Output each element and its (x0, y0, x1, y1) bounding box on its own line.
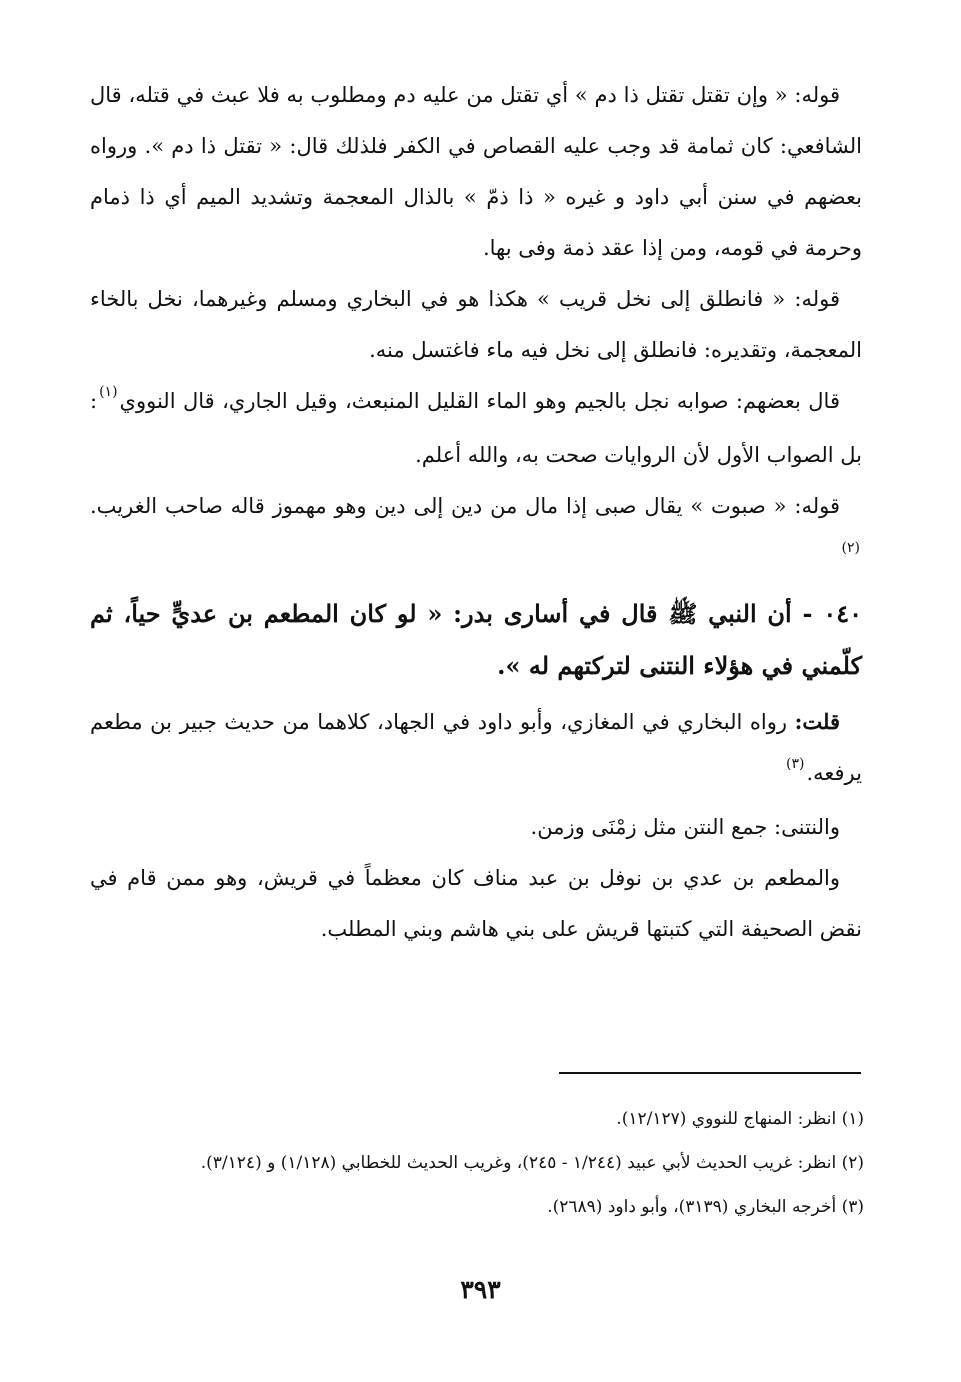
footnote-1: (١) انظر: المنهاج للنووي (١٢/١٢٧). (616, 1109, 864, 1129)
paragraph-thumama: قوله: « وإن تقتل تقتل ذا دم » أي تقتل من عليه دم ومطلوب به فلا عبث في قتله، قال الشافعي: كان ثمامة قد وجب عليه القصاص في الكفر فلذلك قال: « تقتل ذا دم ». ورواه بعضهم في سنن أبي داود و غيره « ذا ذمّ » بالذال المعجمة وتشديد الميم أي ذا ذمام وحرمة في قومه، ومن إذا عقد ذمة وفى بها. (90, 83, 862, 260)
page-number: ٣٩٣ (460, 1275, 501, 1304)
footnote-ref-2[interactable]: (٢) (841, 540, 860, 556)
main-text (90, 70, 862, 955)
hadith-heading: ٠٤٠ - أن النبي ﷺ قال في أسارى بدر: « لو كان المطعم بن عديٍّ حياً، ثم كلّمني في هؤلاء النتنى لتركتهم له ». (90, 599, 862, 680)
paragraph-sabawt-text: قوله: « صبوت » يقال صبى إذا مال من دين إلى دين وهو مهموز قاله صاحب الغريب. (90, 494, 840, 518)
footnote-divider (559, 1072, 861, 1074)
footnote-ref-3[interactable]: (٣) (785, 756, 805, 772)
footnote-2: (٢) انظر: غريب الحديث لأبي عبيد (١/٢٤٤ - ٢٤٥)، وغريب الحديث للخطابي (١/١٢٨) و (٣/١٢٤). (200, 1153, 864, 1173)
paragraph-nawawi-text: قال بعضهم: صوابه نجل بالجيم وهو الماء القليل المنبعث، وقيل الجاري، قال النووي (119, 389, 840, 413)
paragraph-nakhl: قوله: « فانطلق إلى نخل قريب » هكذا هو في البخاري ومسلم وغيرهما، نخل بالخاء المعجمة، وتقديره: فانطلق إلى نخل فيه ماء فاغتسل منه. (90, 287, 862, 362)
footnote-3: (٣) أخرجه البخاري (٣١٣٩)، وأبو داود (٢٦٨٩). (547, 1197, 864, 1217)
paragraph-sabawt (90, 481, 862, 586)
footnote-ref-1[interactable]: (١) (99, 384, 118, 400)
footnotes (92, 1100, 864, 1232)
paragraph-nawawi-tail: : بل الصواب الأول لأن الروايات صحت به، والله أعلم. (90, 389, 862, 467)
paragraph-mutim: والمطعم بن عدي بن نوفل بن عبد مناف كان معظماً في قريش، وهو ممن قام في نقض الصحيفة التي كتبتها قريش على بني هاشم وبني المطلب. (90, 866, 862, 941)
paragraph-nawawi (90, 376, 862, 481)
qult-label: قلت: (794, 709, 840, 734)
paragraph-natna: والنتنى: جمع النتن مثل زمْنَى وزمن. (530, 815, 840, 839)
paragraph-qult-text: رواه البخاري في المغازي، وأبو داود في الجهاد، كلاهما من حديث جبير بن مطعم يرفعه. (90, 710, 862, 785)
paragraph-qult (90, 696, 862, 802)
